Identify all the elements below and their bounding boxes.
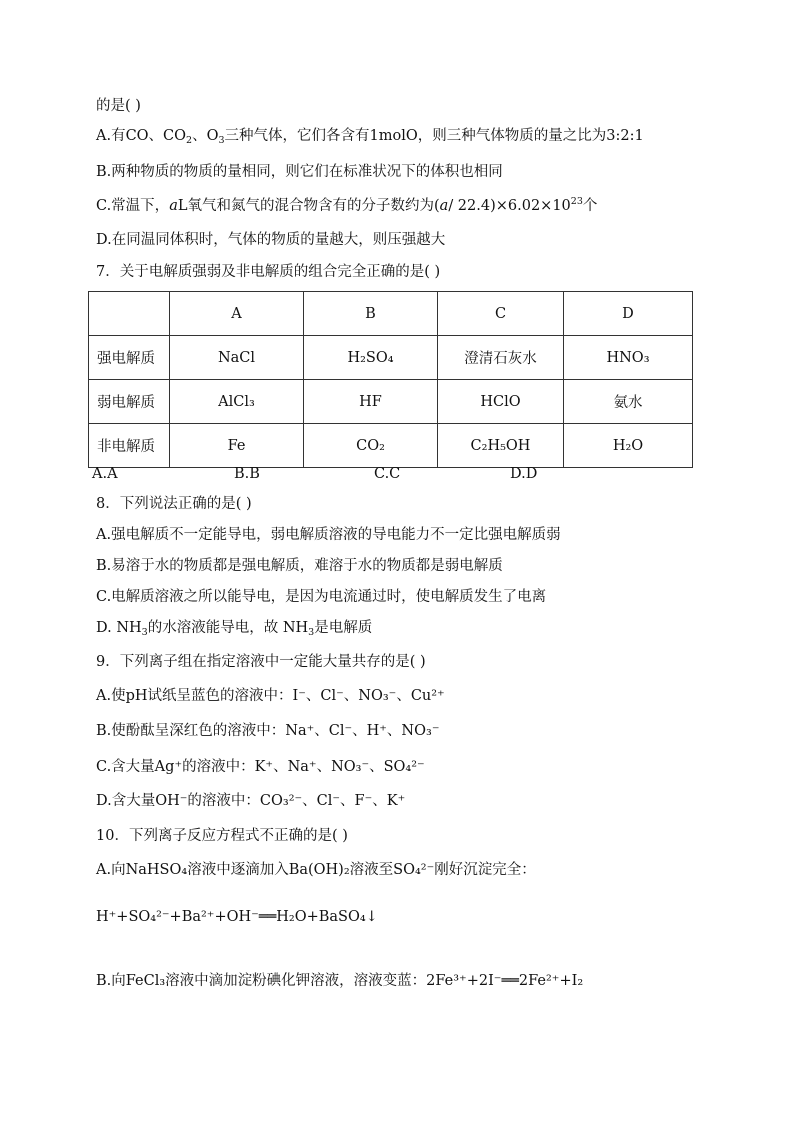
q7-option-b: B.B xyxy=(234,466,260,482)
table-cell: CO₂ xyxy=(304,424,438,468)
q6a-sub2: 3 xyxy=(218,135,225,146)
q6c-open: ( xyxy=(433,198,440,214)
q8-stem: 8．下列说法正确的是( ) xyxy=(96,496,252,512)
q9-stem: 9．下列离子组在指定溶液中一定能大量共存的是( ) xyxy=(96,654,426,670)
q8d-mid: 的水溶液能导电，故 NH xyxy=(147,620,309,636)
q6c-expr-rest: / 22.4)×6.02×10 xyxy=(448,198,571,214)
table-cell: C₂H₅OH xyxy=(438,424,564,468)
table-header-cell: A xyxy=(170,292,304,336)
q6-option-b: B.两种物质的物质的量相同，则它们在标准状况下的体积也相同 xyxy=(96,164,503,180)
q6c-var: a xyxy=(169,198,178,214)
table-cell: H₂SO₄ xyxy=(304,336,438,380)
table-cell: Fe xyxy=(170,424,304,468)
table-cell: H₂O xyxy=(564,424,693,468)
table-row xyxy=(89,336,693,380)
q6-option-a xyxy=(96,126,644,146)
q8-option-a: A.强电解质不一定能导电，弱电解质溶液的导电能力不一定比强电解质弱 xyxy=(96,527,561,543)
q10-option-b: B.向FeCl₃溶液中滴加淀粉碘化钾溶液，溶液变蓝：2Fe³⁺+2I⁻══2Fe²⁺+I₂ xyxy=(96,973,584,989)
table-cell: 澄清石灰水 xyxy=(438,336,564,380)
q7-option-a: A.A xyxy=(92,466,118,482)
electrolyte-table xyxy=(88,291,693,468)
table-cell: HClO xyxy=(438,380,564,424)
q6a-post: 三种气体，它们各含有1molO，则三种气体物质的量之比为3:2:1 xyxy=(224,128,644,144)
q8d-pre: D. NH xyxy=(96,620,142,636)
table-row xyxy=(89,380,693,424)
q6-option-c xyxy=(96,196,597,216)
q8d-sub2: 3 xyxy=(308,627,315,638)
table-header-cell: B xyxy=(304,292,438,336)
q9-option-b: B.使酚酞呈深红色的溶液中：Na⁺、Cl⁻、H⁺、NO₃⁻ xyxy=(96,723,440,739)
q8-option-c: C.电解质溶液之所以能导电，是因为电流通过时，使电解质发生了电离 xyxy=(96,589,547,605)
q8d-sub1: 3 xyxy=(141,627,148,638)
q9-option-a: A.使pH试纸呈蓝色的溶液中：I⁻、Cl⁻、NO₃⁻、Cu²⁺ xyxy=(96,688,445,704)
q6a-mid: 、O xyxy=(192,128,219,144)
table-cell: 氨水 xyxy=(564,380,693,424)
q6-stem-tail: 的是( ) xyxy=(96,98,141,114)
q9-option-c: C.含大量Ag⁺的溶液中：K⁺、Na⁺、NO₃⁻、SO₄²⁻ xyxy=(96,759,425,775)
q10-equation-a: H⁺+SO₄²⁻+Ba²⁺+OH⁻══H₂O+BaSO₄↓ xyxy=(96,909,378,925)
table-header-cell: D xyxy=(564,292,693,336)
row-label: 弱电解质 xyxy=(89,380,170,424)
q7-option-c: C.C xyxy=(374,466,401,482)
table-row xyxy=(89,424,693,468)
table-cell: HF xyxy=(304,380,438,424)
q7-option-d: D.D xyxy=(510,466,538,482)
q7-stem: 7．关于电解质强弱及非电解质的组合完全正确的是( ) xyxy=(96,264,441,280)
table-cell: AlCl₃ xyxy=(170,380,304,424)
q9-option-d: D.含大量OH⁻的溶液中：CO₃²⁻、Cl⁻、F⁻、K⁺ xyxy=(96,793,406,809)
row-label: 强电解质 xyxy=(89,336,170,380)
q10-stem: 10．下列离子反应方程式不正确的是( ) xyxy=(96,828,348,844)
q6-option-d: D.在同温同体积时，气体的物质的量越大，则压强越大 xyxy=(96,232,446,248)
q8d-post: 是电解质 xyxy=(314,620,373,636)
q8-option-b: B.易溶于水的物质都是强电解质，难溶于水的物质都是弱电解质 xyxy=(96,558,503,574)
q6c-post: 个 xyxy=(582,198,598,214)
table-corner-cell xyxy=(89,292,170,336)
table-header-cell: C xyxy=(438,292,564,336)
q6c-expr-var: a xyxy=(439,198,449,214)
table-cell: NaCl xyxy=(170,336,304,380)
q6c-pre: C.常温下， xyxy=(96,198,170,214)
q6a-sub1: 2 xyxy=(186,135,193,146)
table-cell: HNO₃ xyxy=(564,336,693,380)
row-label: 非电解质 xyxy=(89,424,170,468)
q6c-mid: L氧气和氮气的混合物含有的分子数约为 xyxy=(177,198,434,214)
q10-option-a: A.向NaHSO₄溶液中逐滴加入Ba(OH)₂溶液至SO₄²⁻刚好沉淀完全： xyxy=(96,862,536,878)
table-header-row xyxy=(89,292,693,336)
q6a-pre: A.有CO、CO xyxy=(96,128,187,144)
q8-option-d xyxy=(96,618,372,638)
q6c-exp: 23 xyxy=(570,196,583,207)
